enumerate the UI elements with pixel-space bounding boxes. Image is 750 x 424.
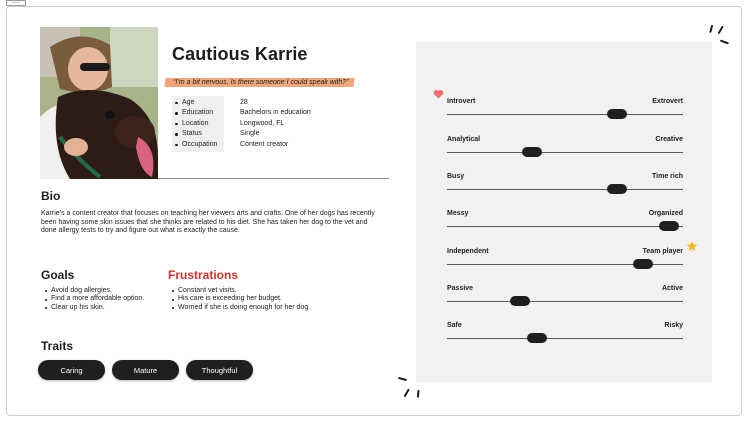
slider-left-label: Messy	[447, 210, 469, 217]
fact-row	[174, 118, 311, 129]
slider-messy-organized	[447, 210, 683, 227]
list-item: Constant vet visits.	[168, 287, 310, 295]
slider-left-label: Busy	[447, 173, 465, 180]
slider-track[interactable]	[447, 152, 683, 153]
slider-knob[interactable]	[607, 184, 627, 194]
fact-label: Location	[174, 120, 240, 127]
list-item: Avoid dog allergies.	[41, 287, 144, 295]
slider-right-label: Active	[661, 285, 683, 292]
slider-left-label: Safe	[447, 322, 462, 329]
fact-row	[174, 139, 311, 150]
slider-left-label: Passive	[447, 285, 474, 292]
slider-knob[interactable]	[510, 296, 530, 306]
fact-value: Content creator	[240, 140, 289, 148]
fact-label: Occupation	[174, 141, 240, 148]
fact-label: Status	[174, 130, 240, 137]
slider-knob[interactable]	[527, 333, 547, 343]
fact-row	[174, 108, 311, 119]
personality-panel	[416, 42, 712, 382]
slider-independent-teamplayer	[447, 248, 683, 265]
slider-passive-active	[447, 285, 683, 302]
fact-value: 28	[240, 98, 248, 106]
persona-photo	[40, 27, 158, 179]
trait-chip[interactable]: Mature	[112, 360, 179, 380]
list-item: Find a more affordable option.	[41, 295, 144, 303]
slider-busy-timerich	[447, 173, 683, 190]
fact-value: Longwood, FL	[240, 119, 285, 127]
trait-chip[interactable]: Thoughtful	[186, 360, 253, 380]
list-item: His care is exceeding her budget.	[168, 295, 310, 303]
list-item: Worried if she is doing enough for her dog.	[168, 304, 310, 312]
slider-track[interactable]	[447, 114, 683, 115]
fact-value: Single	[240, 130, 260, 138]
slider-track[interactable]	[447, 189, 683, 190]
bio-text: Karrie’s a content creator that focuses on teaching her viewers arts and crafts. One of her dogs has recently been having some skin issues that she thinks are related to his diet. She has taken her dog to the vet and done allergy tests to try and figure out what is exactly the cause.	[41, 210, 375, 235]
slider-right-label: Creative	[655, 136, 683, 143]
slider-track[interactable]	[447, 226, 683, 227]
slider-track[interactable]	[447, 264, 683, 265]
slider-left-label: Independent	[447, 248, 489, 255]
header-divider	[158, 178, 389, 179]
frustrations-list	[168, 287, 310, 312]
persona-quote	[165, 71, 354, 89]
slider-left-label: Analytical	[447, 136, 481, 143]
fact-row	[174, 129, 311, 140]
goals-title: Goals	[41, 268, 75, 282]
slider-knob[interactable]	[659, 221, 679, 231]
slider-right-label: Risky	[664, 322, 683, 329]
traits-list	[38, 360, 253, 380]
quote-text: “I’m a bit nervous, Is there someone I could speak with?”	[173, 79, 349, 86]
trait-chip[interactable]: Caring	[38, 360, 105, 380]
slider-introvert-extrovert	[447, 98, 683, 115]
goals-list	[41, 287, 144, 312]
slider-right-label: Team player	[642, 248, 683, 255]
slider-track[interactable]	[447, 301, 683, 302]
traits-title: Traits	[41, 339, 74, 353]
slider-left-label: Introvert	[447, 98, 476, 105]
slider-knob[interactable]	[522, 147, 542, 157]
bio-title: Bio	[41, 189, 61, 203]
star-icon	[686, 240, 698, 252]
slider-knob[interactable]	[607, 109, 627, 119]
fact-row	[174, 97, 311, 108]
slider-safe-risky	[447, 322, 683, 339]
slider-analytical-creative	[447, 136, 683, 153]
slider-right-label: Time rich	[652, 173, 683, 180]
slider-knob[interactable]	[633, 259, 653, 269]
slider-track[interactable]	[447, 338, 683, 339]
slider-right-label: Extrovert	[652, 98, 683, 105]
frame-tag: ▭▭▭▭	[6, 0, 26, 6]
persona-name: Cautious Karrie	[172, 44, 308, 64]
list-item: Clear up his skin.	[41, 304, 144, 312]
fact-label: Education	[174, 109, 240, 116]
fact-label: Age	[174, 99, 240, 106]
fact-value: Bachelors in education	[240, 109, 311, 117]
heart-icon	[433, 89, 444, 99]
slider-right-label: Organized	[648, 210, 683, 217]
persona-facts	[174, 97, 311, 150]
frustrations-title: Frustrations	[168, 268, 239, 282]
